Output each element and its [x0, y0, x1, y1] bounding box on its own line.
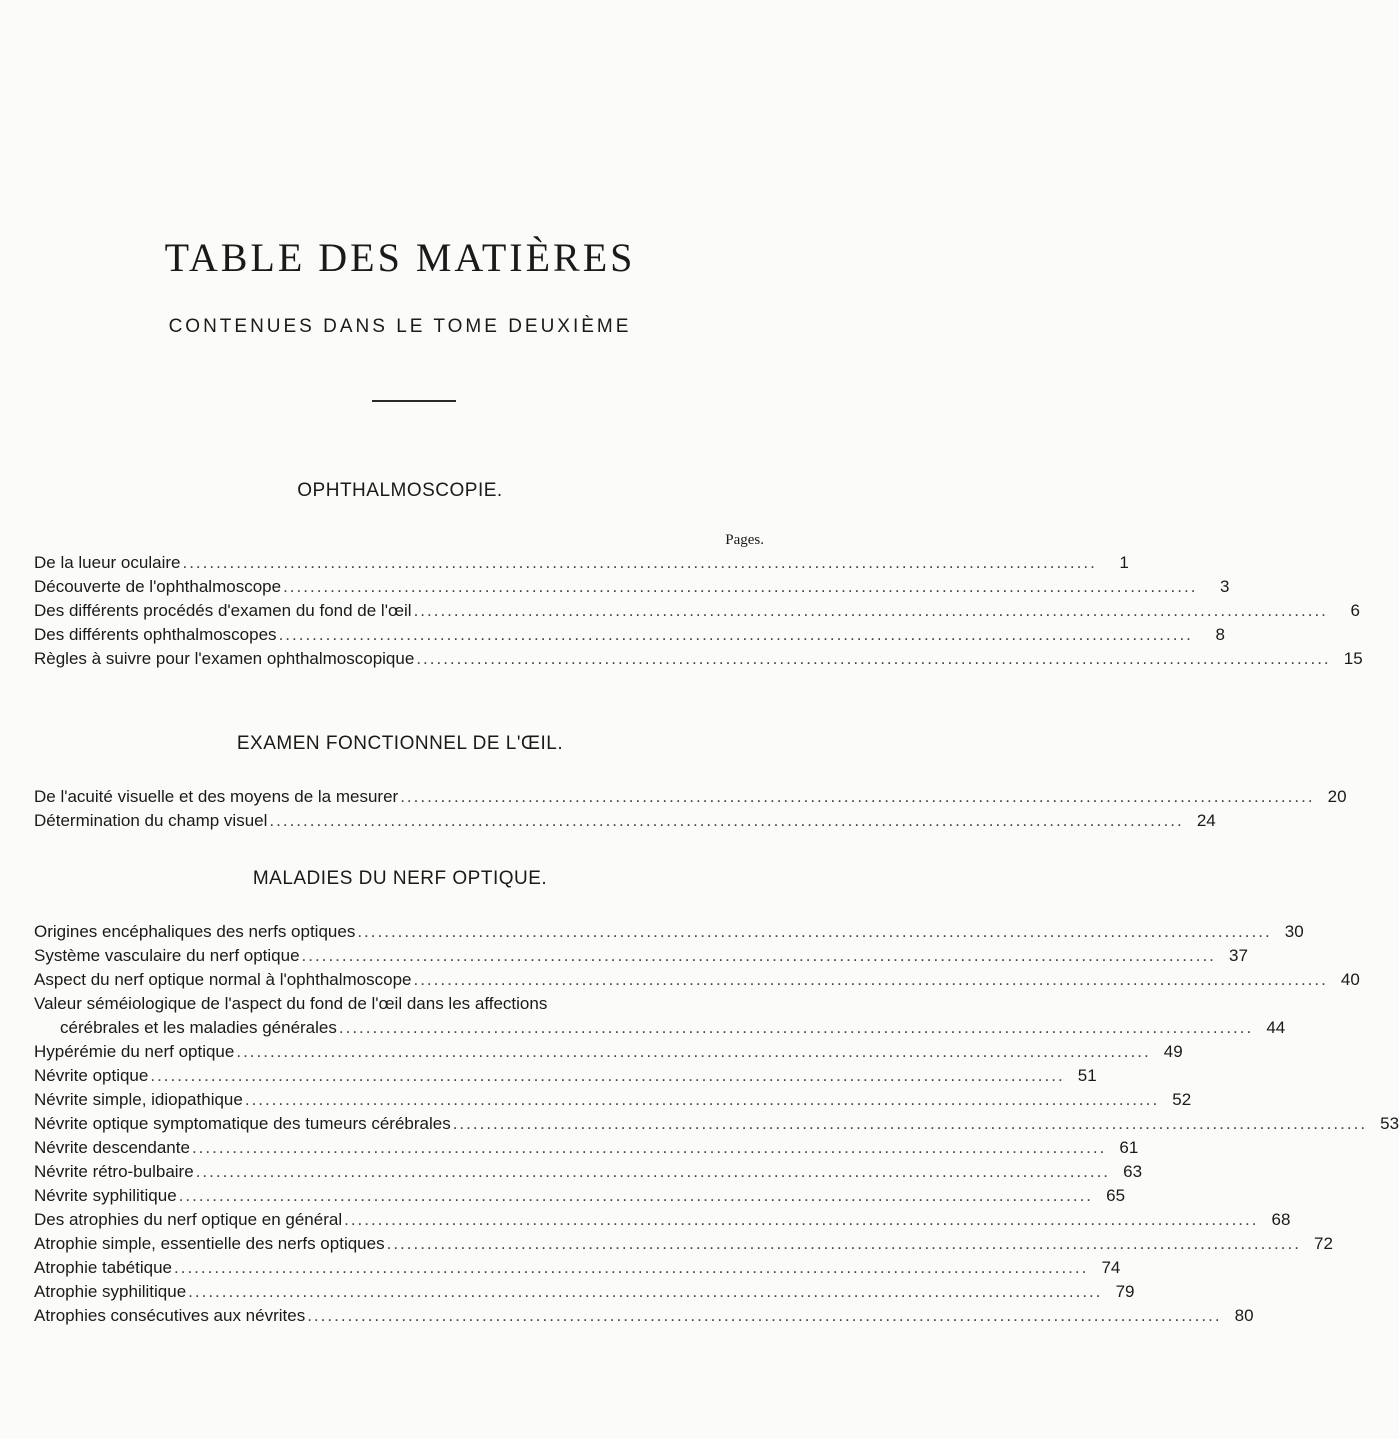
toc-entry-text: Névrite syphilitique	[34, 1186, 177, 1205]
toc-entry-text: Névrite descendante	[34, 1138, 190, 1157]
toc-entry-page: 1	[1119, 553, 1129, 572]
toc-entry-text: De la lueur oculaire	[34, 553, 181, 572]
toc-entry-text: Règles à suivre pour l'examen ophthalmoscopique	[34, 649, 415, 668]
toc-entry-text: Hypérémie du nerf optique	[34, 1042, 235, 1061]
toc-entry	[34, 1256, 1121, 1280]
toc-entry-page: 6	[1350, 601, 1360, 620]
toc-entry-page: 40	[1340, 970, 1360, 989]
section-entries-examen-fonctionnel	[34, 785, 1347, 833]
toc-entry	[34, 1088, 1192, 1112]
toc-entry	[34, 1112, 1399, 1136]
toc-entry-text: Système vasculaire du nerf optique	[34, 946, 300, 965]
dot-leader: ........................................................................................................................................	[452, 1114, 1368, 1133]
toc-entry-page: 80	[1234, 1306, 1254, 1325]
toc-entry	[34, 785, 1347, 809]
toc-entry	[34, 944, 1248, 968]
page-title: TABLE DES MATIÈRES	[164, 235, 636, 280]
toc-entry-page: 79	[1115, 1282, 1135, 1301]
section-entries-ophthalmoscopie	[34, 551, 1363, 671]
toc-entry-page: 63	[1123, 1162, 1143, 1181]
toc-entry-text: Névrite simple, idiopathique	[34, 1090, 243, 1109]
toc-entry	[34, 809, 1216, 833]
dot-leader: ........................................................................................................................................	[269, 811, 1184, 830]
toc-entry-page: 37	[1228, 946, 1248, 965]
page-subtitle: CONTENUES DANS LE TOME DEUXIÈME	[168, 316, 632, 337]
dot-leader: ........................................................................................................................................	[182, 553, 1097, 572]
dot-leader: ........................................................................................................................................	[244, 1090, 1160, 1109]
toc-entry-page: 52	[1172, 1090, 1192, 1109]
dot-leader: ........................................................................................................................................	[344, 1210, 1259, 1229]
toc-entry-text: Aspect du nerf optique normal à l'ophthalmoscope	[34, 970, 412, 989]
toc-entry-page: 3	[1219, 577, 1230, 596]
toc-entry-text: cérébrales et les maladies générales	[60, 1018, 337, 1037]
toc-entry	[34, 1064, 1097, 1088]
dot-leader: ........................................................................................................................................	[416, 649, 1331, 668]
toc-entry-text: Découverte de l'ophthalmoscope	[34, 577, 282, 596]
toc-entry	[34, 1304, 1254, 1328]
dot-leader: ........................................................................................................................................	[195, 1162, 1111, 1181]
dot-leader: ........................................................................................................................................	[278, 625, 1193, 644]
divider-rule	[372, 400, 456, 402]
toc-entry-text: Atrophie syphilitique	[34, 1282, 187, 1301]
toc-entry-page: 68	[1271, 1210, 1291, 1229]
toc-entry-page: 65	[1106, 1186, 1126, 1205]
toc-entry	[34, 968, 1360, 992]
toc-entry-page: 51	[1077, 1066, 1097, 1085]
toc-entry	[34, 1208, 1291, 1232]
toc-entry-page: 44	[1266, 1018, 1286, 1037]
dot-leader: ........................................................................................................................................	[307, 1306, 1222, 1325]
toc-entry-text: Des atrophies du nerf optique en général	[34, 1210, 343, 1229]
pages-column-label: Pages.	[725, 532, 764, 548]
section-heading-examen-fonctionnel: EXAMEN FONCTIONNEL DE L'ŒIL.	[236, 733, 564, 754]
toc-entry-text: Névrite optique symptomatique des tumeurs cérébrales	[34, 1114, 451, 1133]
section-entries-maladies-nerf-optique	[34, 920, 1399, 1328]
dot-leader: ........................................................................................................................................	[400, 787, 1315, 806]
toc-entry-page: 15	[1343, 649, 1363, 668]
toc-entry-page: 53	[1380, 1114, 1399, 1133]
toc-entry	[34, 647, 1363, 671]
section-heading-ophthalmoscopie: OPHTHALMOSCOPIE.	[297, 480, 503, 501]
toc-entry	[34, 575, 1230, 599]
dot-leader: ........................................................................................................................................	[150, 1066, 1065, 1085]
toc-entry-page: 72	[1314, 1234, 1333, 1253]
dot-leader: ........................................................................................................................................	[357, 922, 1272, 941]
toc-entry-page: 8	[1215, 625, 1225, 644]
toc-entry	[34, 1040, 1183, 1064]
toc-entry	[34, 1184, 1126, 1208]
toc-entry	[34, 1136, 1139, 1160]
dot-leader: ........................................................................................................................................	[413, 601, 1328, 620]
toc-entry-text: Atrophie tabétique	[34, 1258, 172, 1277]
toc-entry-page: 49	[1163, 1042, 1183, 1061]
toc-entry	[34, 1232, 1333, 1256]
toc-entry-text: Détermination du champ visuel	[34, 811, 268, 830]
dot-leader: ........................................................................................................................................	[386, 1234, 1301, 1253]
toc-entry-text: Origines encéphaliques des nerfs optiques	[34, 922, 356, 941]
toc-entry-multiline	[34, 992, 1286, 1040]
toc-entry-text: Des différents ophthalmoscopes	[34, 625, 277, 644]
toc-entry	[34, 1280, 1135, 1304]
section-heading-maladies-nerf-optique: MALADIES DU NERF OPTIQUE.	[252, 868, 548, 889]
toc-entry	[34, 1160, 1143, 1184]
toc-entry-page: 24	[1196, 811, 1216, 830]
toc-entry-text: Atrophie simple, essentielle des nerfs optiques	[34, 1234, 385, 1253]
toc-entry-text-line1: Valeur séméiologique de l'aspect du fond de l'œil dans les affections	[34, 994, 548, 1013]
toc-entry	[34, 920, 1304, 944]
toc-entry	[34, 551, 1129, 575]
toc-entry-text: Névrite rétro-bulbaire	[34, 1162, 194, 1181]
dot-leader: ........................................................................................................................................	[178, 1186, 1094, 1205]
toc-entry	[34, 599, 1360, 623]
dot-leader: ........................................................................................................................................	[283, 577, 1198, 596]
toc-entry	[34, 623, 1225, 647]
dot-leader: ........................................................................................................................................	[338, 1018, 1254, 1037]
toc-entry-text: Des différents procédés d'examen du fond de l'œil	[34, 601, 412, 620]
dot-leader: ........................................................................................................................................	[413, 970, 1328, 989]
dot-leader: ........................................................................................................................................	[301, 946, 1216, 965]
dot-leader: ........................................................................................................................................	[174, 1258, 1089, 1277]
toc-entry-page: 61	[1119, 1138, 1139, 1157]
toc-entry-page: 74	[1101, 1258, 1121, 1277]
toc-entry-text: Atrophies consécutives aux névrites	[34, 1306, 306, 1325]
dot-leader: ........................................................................................................................................	[191, 1138, 1107, 1157]
toc-entry-page: 20	[1327, 787, 1347, 806]
dot-leader: ........................................................................................................................................	[236, 1042, 1151, 1061]
toc-entry-page: 30	[1284, 922, 1304, 941]
dot-leader: ........................................................................................................................................	[188, 1282, 1103, 1301]
toc-entry-text: Névrite optique	[34, 1066, 149, 1085]
toc-entry-text: De l'acuité visuelle et des moyens de la mesurer	[34, 787, 399, 806]
